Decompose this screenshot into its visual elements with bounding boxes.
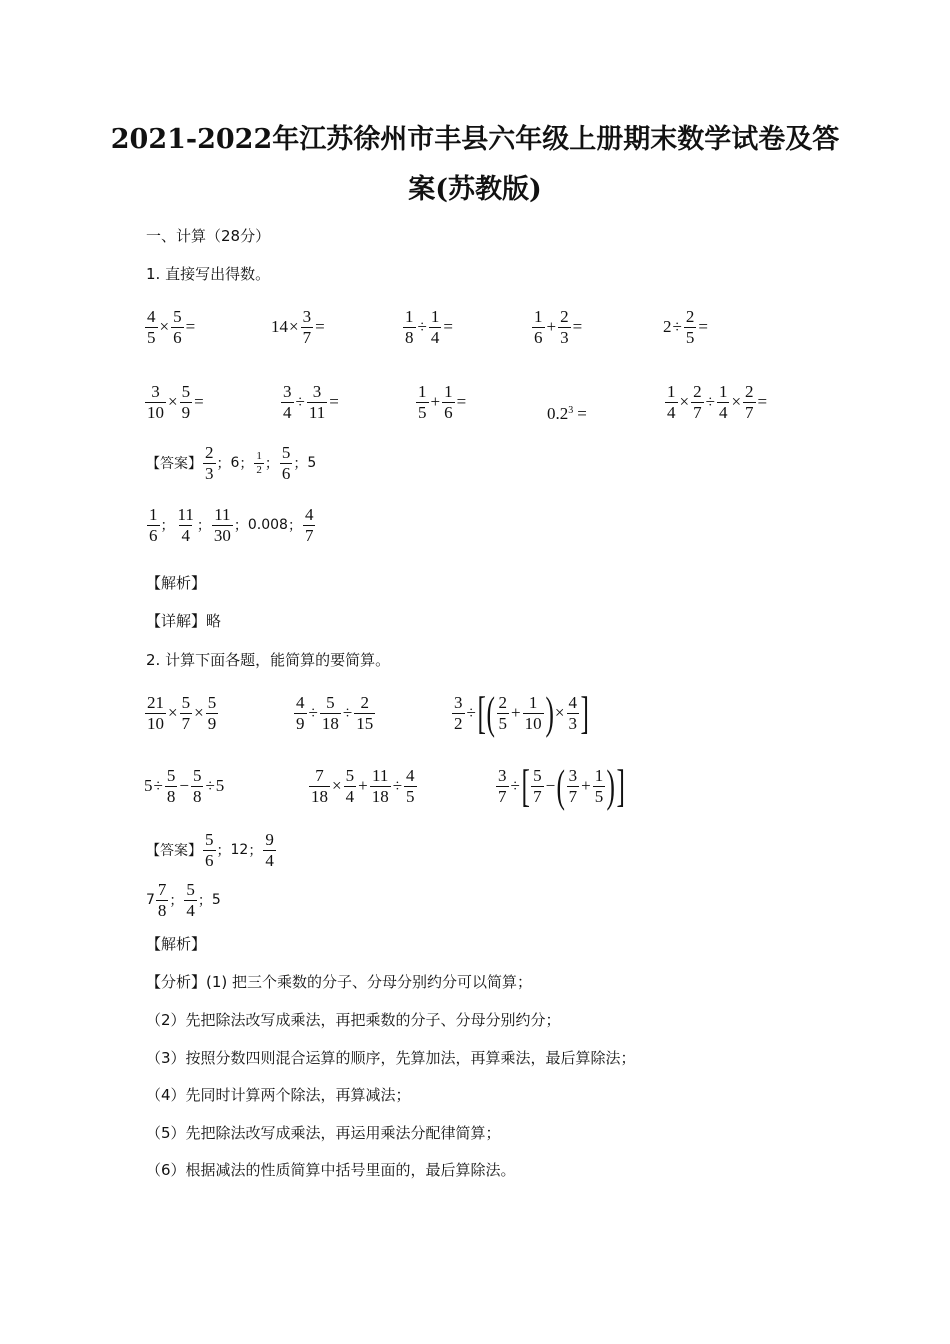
q1-expr-8: $\frac{1}{5}$ + $\frac{1}{6}$ = [418,381,467,422]
section-heading: 一、计算（28分） [146,227,271,245]
document-title-line1: 2021-2022年江苏徐州市丰县六年级上册期末数学试卷及答 [110,124,840,155]
q2-answer-line2: 7 $\frac{7}{8}$ ； $\frac{5}{4}$ ； 5 [146,879,221,920]
q1-expr-5: 2 ÷ $\frac{2}{5}$ = [663,306,708,347]
q2-analysis-line5: （5）先把除法改写成乘法，再运用乘法分配律简算； [146,1124,501,1142]
q2-expr-6: $\frac{3}{7}$ ÷ [ $\frac{5}{7}$ − ( $\frac{3}{7}$ + $\frac{1}{5}$ ) ] [498,760,625,811]
q2-analysis-line4: （4）先同时计算两个除法，再算减法； [146,1086,411,1104]
q2-expr-5: $\frac{7}{18}$ × $\frac{5}{4}$ + $\frac{11}{18}$ ÷ $\frac{4}{5}$ [311,765,415,806]
q1-expr-9: 0.2 $^3$ = [547,404,587,423]
q2-analysis-line1: 【分析】(1) 把三个乘数的分子、分母分别约分可以简算； [146,973,533,991]
q2-expr-2: $\frac{4}{9}$ ÷ $\frac{5}{18}$ ÷ $\frac{2}{15}$ [296,692,374,733]
q2-analysis-line6: （6）根据减法的性质简算中括号里面的，最后算除法。 [146,1161,516,1179]
q2-answer-line1: 【答案】 $\frac{5}{6}$ ； 12 ； $\frac{9}{4}$ [146,829,274,870]
q2-expr-3: $\frac{3}{2}$ ÷ [ ( $\frac{2}{5}$ + $\frac{1}{10}$ ) × $\frac{4}{3}$ ] [454,687,589,738]
q1-detail: 【详解】略 [146,612,222,630]
document-title-line2: 案(苏教版) [408,174,542,205]
q1-expr-1: $\frac{4}{5}$ × $\frac{5}{6}$ = [147,306,196,347]
q2-expr-4: 5 ÷ $\frac{5}{8}$ − $\frac{5}{8}$ ÷ 5 [144,765,225,806]
question-2-label: 2. 计算下面各题，能简算的要简算。 [146,651,391,669]
q1-answer-line1: 【答案】 $\frac{2}{3}$ ； 6 ； $\frac{1}{2}$ ； $\frac{5}{6}$ ； 5 [146,442,317,483]
q1-analysis-tag: 【解析】 [146,574,207,592]
question-1-label: 1. 直接写出得数。 [146,265,271,283]
q2-analysis-line3: （3）按照分数四则混合运算的顺序，先算加法，再算乘法，最后算除法； [146,1049,636,1067]
q1-expr-7: $\frac{3}{4}$ ÷ $\frac{3}{11}$ = [283,381,339,422]
q1-answer-line2: $\frac{1}{6}$ ； $\frac{11}{4}$ ； $\frac{11}{30}$ ； 0.008 ； $\frac{4}{7}$ [149,504,314,545]
q2-analysis-line2: （2）先把除法改写成乘法，再把乘数的分子、分母分别约分； [146,1011,561,1029]
q2-expr-1: $\frac{21}{10}$ × $\frac{5}{7}$ × $\frac{5}{9}$ [147,692,217,733]
q1-expr-4: $\frac{1}{6}$ + $\frac{2}{3}$ = [534,306,583,347]
q1-expr-3: $\frac{1}{8}$ ÷ $\frac{1}{4}$ = [405,306,453,347]
q1-expr-6: $\frac{3}{10}$ × $\frac{5}{9}$ = [147,381,204,422]
q1-expr-2: 14 × $\frac{3}{7}$ = [271,306,325,347]
q2-analysis-tag: 【解析】 [146,935,207,953]
q1-expr-10: $\frac{1}{4}$ × $\frac{2}{7}$ ÷ $\frac{1}{4}$ × $\frac{2}{7}$ = [667,381,768,422]
